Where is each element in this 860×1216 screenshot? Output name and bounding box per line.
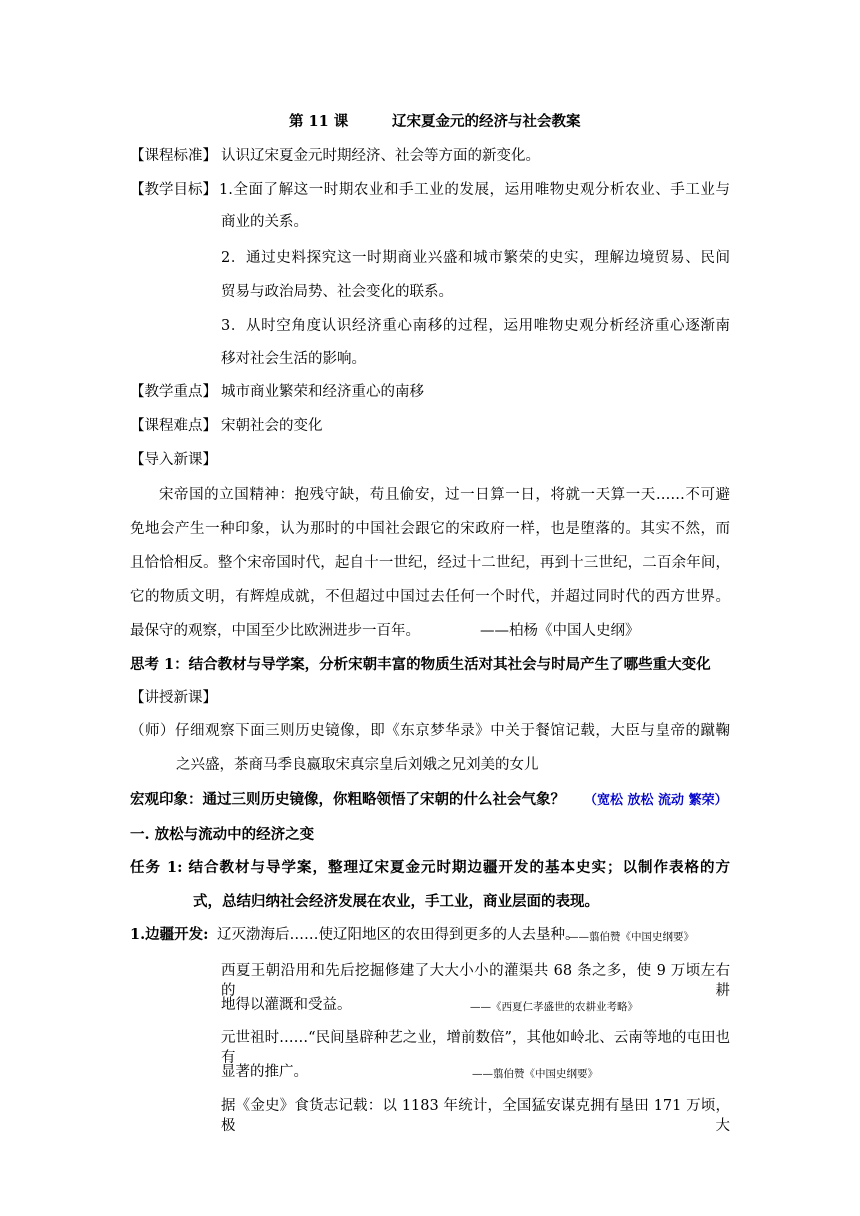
objective-3-line-2: 移对社会生活的影响。	[221, 351, 366, 367]
xixia-quote-line-2: 地得以灌溉和受益。	[221, 997, 352, 1013]
teacher-line-2: 之兴盛，茶商马季良嬴取宋真宗皇后刘娥之兄刘美的女儿	[176, 757, 539, 773]
xixia-quote-source: ——《西夏仁孝盛世的农耕业考略》	[470, 1001, 638, 1013]
objective-1-line-1: 1.全面了解这一时期农业和手工业的发展，运用唯物史观分析农业、手工业与	[219, 182, 730, 198]
objectives-label: 【教学目标】	[130, 182, 217, 198]
teacher-line-1: （师）仔细观察下面三则历史镜像，即《东京梦华录》中关于餐馆记载，大臣与皇帝的蹴鞠	[130, 723, 730, 739]
difficulty-label: 【课程难点】	[130, 418, 217, 434]
lesson-title: 辽宋夏金元的经济与社会教案	[392, 113, 581, 130]
lesson-number: 第 11 课	[289, 113, 349, 130]
yuan-quote-line-1: 元世祖时……“民间垦辟种艺之业，增前数倍”，其他如岭北、云南等地的屯田也有	[221, 1030, 730, 1066]
objective-1-line-2: 商业的关系。	[221, 214, 308, 230]
intro-source: ——柏杨《中国人史纲》	[480, 623, 640, 639]
key-point-text: 城市商业繁荣和经济重心的南移	[221, 384, 424, 400]
yuan-quote-source: ——翦伯赞《中国史纲要》	[472, 1068, 598, 1080]
intro-paragraph-line-2: 免地会产生一种印象，认为那时的中国社会跟它的宋政府一样，也是堕落的。其实不然，而	[130, 521, 730, 537]
border-development-label: 1.边疆开发:	[130, 926, 209, 943]
objective-3-line-1: 3．从时空角度认识经济重心南移的过程，运用唯物史观分析经济重心逐渐南	[221, 318, 730, 334]
intro-paragraph-line-4: 它的物质文明，有辉煌成就，不但超过中国过去任何一个时代，并超过同时代的西方世界。	[130, 589, 730, 605]
border-quote-liao-source: ——翦伯赞《中国史纲要》	[568, 931, 694, 943]
yuan-quote-line-2: 显著的推广。	[221, 1064, 308, 1080]
macro-answer: （宽松 放松 流动 繁荣）	[584, 793, 728, 808]
task-1-line-1: 任务 1: 结合教材与导学案，整理辽宋夏金元时期边疆开发的基本史实；以制作表格的方	[130, 859, 730, 876]
standard-text: 认识辽宋夏金元时期经济、社会等方面的新变化。	[221, 148, 540, 164]
section-heading-1: 一. 放松与流动中的经济之变	[130, 826, 315, 843]
intro-paragraph-line-3: 且恰恰相反。整个宋帝国时代，起自十一世纪，经过十二世纪，再到十三世纪，二百余年间，	[130, 555, 730, 571]
intro-paragraph-line-5: 最保守的观察，中国至少比欧洲进步一百年。	[130, 623, 420, 639]
intro-paragraph-line-1: 宋帝国的立国精神：抱残守缺，苟且偷安，过一日算一日，将就一天算一天……不可避	[159, 487, 730, 503]
intro-label: 【导入新课】	[130, 452, 217, 468]
task-1-line-2: 式，总结归纳社会经济发展在农业，手工业，商业层面的表现。	[193, 893, 599, 910]
objective-2-line-1: 2．通过史料探究这一时期商业兴盛和城市繁荣的史实，理解边境贸易、民间	[221, 250, 730, 266]
think-question-1: 思考 1：结合教材与导学案，分析宋朝丰富的物质生活对其社会与时局产生了哪些重大变化	[130, 656, 711, 673]
objective-2-line-2: 贸易与政治局势、社会变化的联系。	[221, 284, 453, 300]
key-point-label: 【教学重点】	[130, 384, 217, 400]
macro-impression: 宏观印象：通过三则历史镜像，你粗略领悟了宋朝的什么社会气象？	[130, 791, 565, 808]
standard-label: 【课程标准】	[130, 148, 217, 164]
xixia-quote-line-1: 西夏王朝沿用和先后挖掘修建了大大小小的灌渠共 68 条之多，使 9 万顷左右的耕	[221, 963, 730, 999]
difficulty-text: 宋朝社会的变化	[221, 418, 323, 434]
lecture-label: 【讲授新课】	[130, 690, 217, 706]
jin-quote-line-1: 据《金史》食货志记载：以 1183 年统计，全国猛安谋克拥有垦田 171 万顷，极大	[221, 1098, 730, 1134]
border-quote-liao: 辽灭渤海后……使辽阳地区的农田得到更多的人去垦种。	[217, 927, 580, 943]
